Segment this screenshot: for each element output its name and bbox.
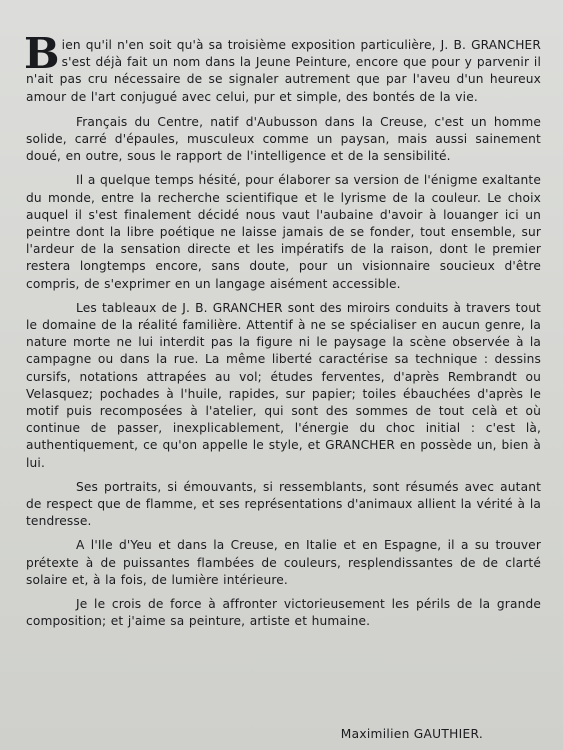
paragraph-4: Les tableaux de J. B. GRANCHER sont des miroirs conduits à travers tout le domaine de la réalité familière. Attentif à ne se spécialiser en aucun genre, la nature morte ne lui interdit pas la figure ni le paysage la scène observée à la campagne ou dans la rue. La même liberté caractérise sa technique : dessins cursifs, notations attrapées au vol; études ferventes, d'après Rembrandt ou Velasquez; pochades à l'huile, rapides, sur papier; toiles ébauchées d'après le motif puis recomposées à l'atelier, qui sont des sommes de tout celà et où continue de passer, inexplicablement, l'énergie du choc initial : c'est là, authentiquement, ce qu'on appelle le style, et GRANCHER en possède un, bien à lui. <box>26 300 541 470</box>
signature: Maximilien GAUTHIER. <box>340 727 483 741</box>
paragraph-3: Il a quelque temps hésité, pour élaborer sa version de l'énigme exaltante du monde, entre la recherche scientifique et le lyrisme de la couleur. Le choix auquel il s'est finalement décidé nous vaut l'aubaine d'avoir à louanger ici un peintre dont la libre poétique ne laisse jamais de se fonder, tout ensemble, sur l'ardeur de la sensation directe et les impératifs de la raison, dont le premier restera longtemps encore, sans doute, pour un visionnaire soucieux d'être compris, de s'exprimer en un langage aisément accessible. <box>26 173 541 291</box>
paragraph-7: Je le crois de force à affronter victorieusement les périls de la grande composition; et j'aime sa peinture, artiste et humaine. <box>26 597 541 629</box>
paragraph-6: A l'Ile d'Yeu et dans la Creuse, en Italie et en Espagne, il a su trouver prétexte à de puissantes flambées de couleurs, resplendissantes de de clarté solaire et, à la fois, de lumière intérieure. <box>26 538 541 587</box>
drop-cap: B <box>24 29 60 78</box>
paragraph-2: Français du Centre, natif d'Aubusson dans la Creuse, c'est un homme solide, carré d'épaules, musculeux comme un paysan, mais aussi sainement doué, en outre, sous le rapport de l'intelligence et de la sensibilité. <box>26 114 541 164</box>
paragraph-1-text: ien qu'il n'en soit qu'à sa troisième exposition particulière, J. B. GRANCHER s'est déjà fait un nom dans la Jeune Peinture, encore que pour y parvenir il n'ait pas cru nécessaire de se signaler autrement que par l'aveu d'un heureux amour de l'art conjugué avec celui, pur et simple, des bontés de la vie. <box>26 38 541 104</box>
paragraph-1 <box>24 29 541 106</box>
paragraph-5: Ses portraits, si émouvants, si ressemblants, sont résumés avec autant de respect que de flamme, et ses représentations d'animaux allient la vérité à la tendresse. <box>26 479 541 529</box>
